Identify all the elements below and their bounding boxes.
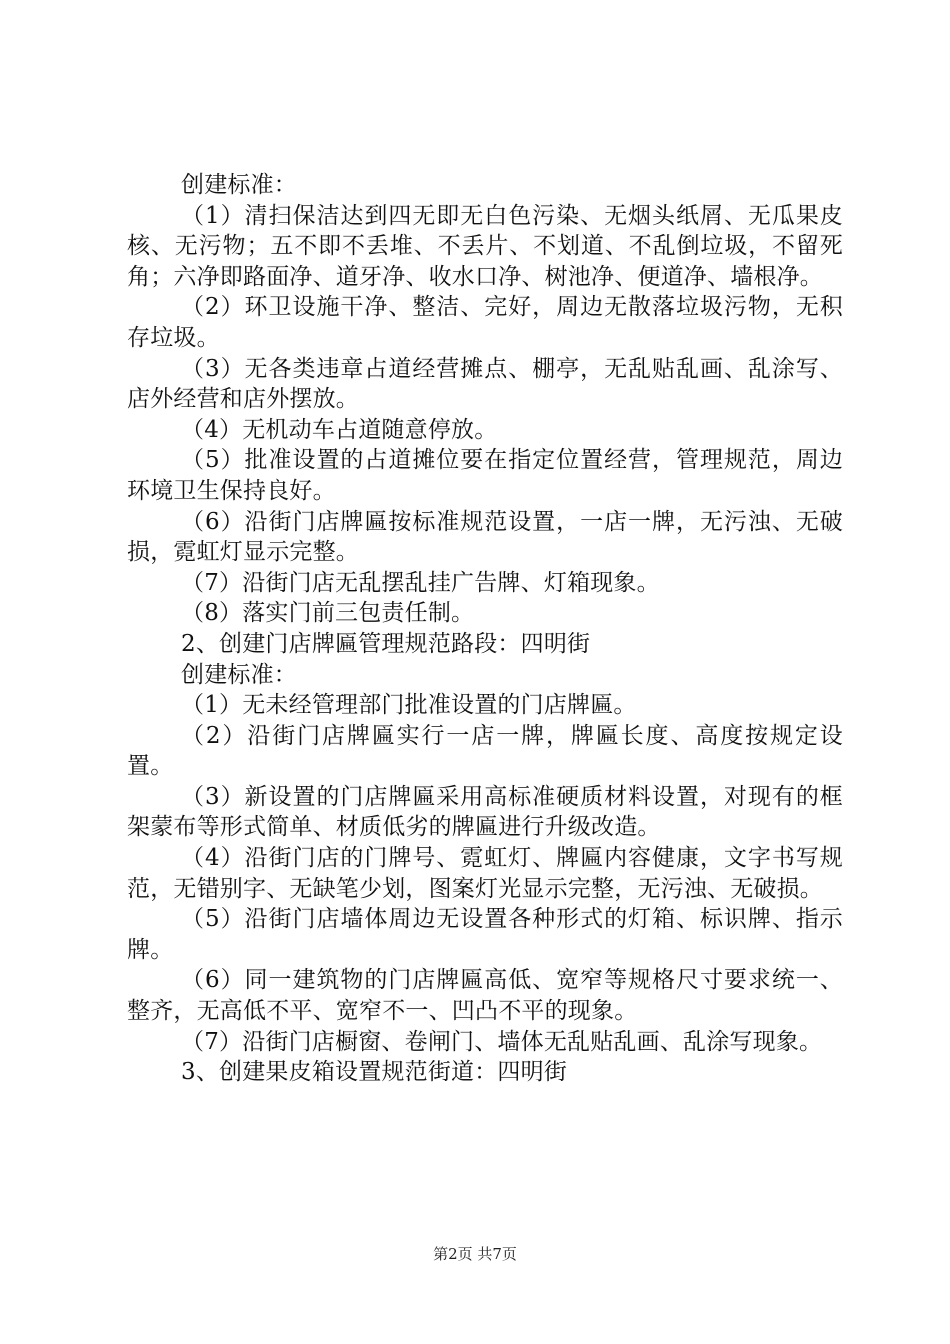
paragraph: （5）批准设置的占道摊位要在指定位置经营，管理规范，周边环境卫生保持良好。	[127, 447, 843, 504]
paragraph: （5）沿街门店墙体周边无设置各种形式的灯箱、标识牌、指示牌。	[127, 906, 843, 963]
paragraph: （4）沿街门店的门牌号、霓虹灯、牌匾内容健康，文字书写规范，无错别字、无缺笔少划，图案灯光显示完整，无污浊、无破损。	[127, 845, 843, 902]
paragraph: （7）沿街门店无乱摆乱挂广告牌、灯箱现象。	[181, 569, 660, 596]
section-heading: 3、创建果皮箱设置规范街道：四明街	[181, 1059, 568, 1086]
page-number-footer: 第2页 共7页	[433, 1245, 517, 1263]
paragraph: （6）同一建筑物的门店牌匾高低、宽窄等规格尺寸要求统一、整齐，无高低不平、宽窄不一、凹凸不平的现象。	[127, 967, 843, 1025]
paragraph: （7）沿街门店橱窗、卷闸门、墙体无乱贴乱画、乱涂写现象。	[181, 1028, 823, 1055]
section-heading: 2、创建门店牌匾管理规范路段：四明街	[181, 630, 591, 657]
document-body	[127, 170, 843, 1088]
paragraph: （3）新设置的门店牌匾采用高标准硬质材料设置，对现有的框架蒙布等形式简单、材质低劣的牌匾进行升级改造。	[127, 783, 843, 841]
paragraph: （4）无机动车占道随意停放。	[181, 416, 498, 443]
paragraph: 创建标准：	[181, 661, 297, 688]
paragraph: （3）无各类违章占道经营摊点、棚亭，无乱贴乱画、乱涂写、店外经营和店外摆放。	[127, 355, 843, 413]
paragraph: 创建标准：	[181, 172, 297, 198]
paragraph: （2）沿街门店牌匾实行一店一牌，牌匾长度、高度按规定设置。	[127, 722, 843, 780]
paragraph: （6）沿街门店牌匾按标准规范设置，一店一牌，无污浊、无破损，霓虹灯显示完整。	[127, 508, 843, 566]
paragraph: （1）清扫保洁达到四无即无白色污染、无烟头纸屑、无瓜果皮核、无污物；五不即不丢堆、不丢片、不划道、不乱倒垃圾，不留死角；六净即路面净、道牙净、收水口净、树池净、便道净、墙根净。	[127, 202, 843, 290]
paragraph: （8）落实门前三包责任制。	[181, 600, 475, 627]
paragraph: （1）无未经管理部门批准设置的门店牌匾。	[181, 692, 637, 719]
paragraph: （2）环卫设施干净、整洁、完好，周边无散落垃圾污物，无积存垃圾。	[127, 294, 843, 351]
